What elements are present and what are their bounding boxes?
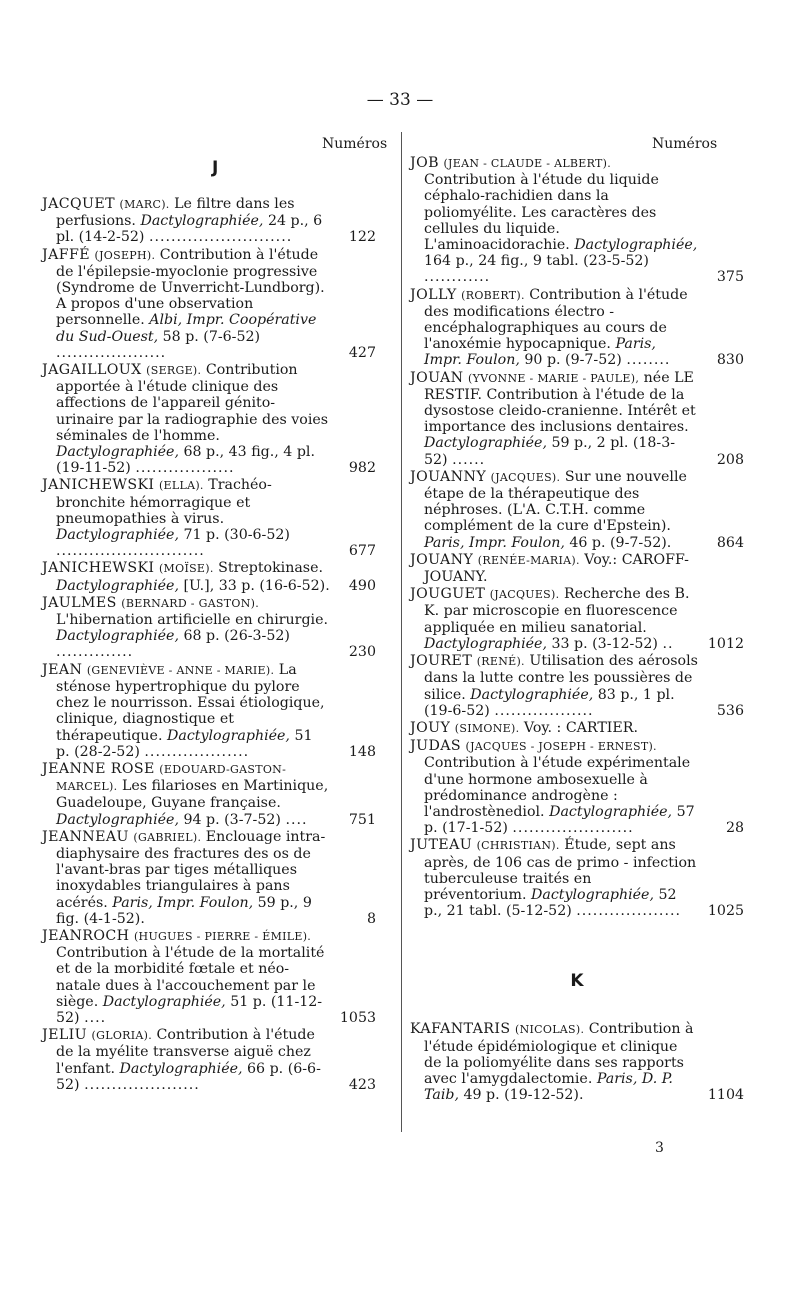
- entry-title: Recherche des B. K. par microscopie en fluorescence appliquée en milieu sanatorial.: [424, 586, 690, 636]
- entry-title: Streptokinase.: [218, 560, 323, 577]
- entry-number: 427: [348, 344, 376, 361]
- entry-details: [U.], 33 p. (16-6-52).: [183, 577, 330, 594]
- entry-author-given: (JACQUES).: [490, 470, 561, 484]
- page-number: — 33 —: [366, 90, 434, 110]
- entry-details: 71 p. (30-6-52): [183, 527, 290, 544]
- index-entry: [410, 370, 744, 468]
- entry-author-given: (RENÉE-MARIA).: [477, 553, 580, 567]
- entry-publisher: Dactylographiée,: [574, 237, 698, 254]
- entry-author-surname: JAULMES: [42, 594, 117, 611]
- entry-details: 59 p., 2 pl. (18-3-52): [424, 435, 676, 468]
- index-entry: [42, 1027, 376, 1093]
- entry-number: 423: [348, 1076, 376, 1093]
- entry-details: 58 p. (7-6-52): [162, 328, 261, 345]
- entry-title: Contribution apportée à l'étude clinique des affections de l'appareil génito-urinaire par la radiographie des voies séminales de l'homme.: [56, 362, 329, 444]
- index-entry: [42, 477, 376, 559]
- entry-author-given: (BERNARD - GASTON).: [121, 596, 260, 610]
- entry-number: 230: [348, 644, 376, 661]
- signature-number: 3: [655, 1140, 664, 1156]
- entry-publisher: Paris, Impr. Foulon,: [112, 894, 254, 911]
- entry-number: 1025: [707, 903, 744, 920]
- entry-title: Voy.: CAROFF-JOUANY.: [424, 551, 689, 586]
- entry-publisher: Dactylographiée,: [56, 811, 179, 828]
- entry-author-given: (ELLA).: [158, 479, 204, 493]
- index-entry: [410, 469, 744, 551]
- entry-publisher: Dactylographiée,: [549, 803, 673, 820]
- entry-publisher: Dactylographiée,: [56, 444, 179, 461]
- entry-leader: ........: [626, 352, 671, 369]
- entry-title: Trachéo-bronchite hémorragique et pneumopathies à virus.: [56, 477, 272, 527]
- entry-publisher: Dactylographiée,: [56, 577, 179, 594]
- entry-details: 83 p., 1 pl. (19-6-52): [424, 686, 675, 719]
- entry-number: 208: [716, 451, 744, 468]
- entry-number: 830: [716, 352, 744, 369]
- entry-publisher: Albi, Impr. Coopérative du Sud-Ouest,: [56, 312, 317, 345]
- entry-publisher: Dactylographiée,: [531, 886, 654, 903]
- entry-details: 90 p. (9-7-52): [524, 352, 622, 369]
- entry-details: 33 p. (3-12-52): [551, 635, 658, 652]
- entry-author-surname: JUDAS: [410, 738, 461, 755]
- entry-leader: ....: [84, 1009, 107, 1026]
- entry-publisher: Dactylographiée,: [140, 213, 264, 230]
- entry-author-given: (JACQUES).: [489, 588, 560, 602]
- entry-details: 68 p., 43 fig., 4 pl. (19-11-52): [56, 444, 315, 477]
- entry-list-left: [42, 196, 376, 1093]
- column-header-left: Numéros: [322, 136, 388, 152]
- entry-list-right: [410, 155, 744, 919]
- entry-author-given: (JACQUES - JOSEPH - ERNEST).: [465, 740, 657, 754]
- entry-number: 536: [716, 702, 744, 719]
- entry-title: Voy. : CARTIER.: [523, 719, 638, 736]
- entry-number: 1053: [339, 1009, 376, 1026]
- entry-author-surname: JOUAN: [410, 369, 464, 386]
- entry-leader: ..................: [494, 702, 594, 719]
- entry-publisher: Paris, Impr. Foulon,: [424, 336, 656, 369]
- entry-number: 375: [716, 269, 744, 286]
- entry-author-surname: JEANNE ROSE: [42, 760, 155, 777]
- entry-leader: ...................: [576, 903, 681, 920]
- entry-number: 1104: [707, 1087, 744, 1104]
- left-column: [42, 150, 376, 1094]
- index-entry: [410, 552, 744, 585]
- entry-leader: ....: [285, 811, 308, 828]
- entry-author-surname: JUTEAU: [410, 837, 473, 854]
- entry-number: 982: [348, 460, 376, 477]
- entry-publisher: Dactylographiée,: [56, 628, 179, 645]
- entry-publisher: Dactylographiée,: [166, 727, 290, 744]
- entry-number: 1012: [707, 635, 744, 652]
- entry-details: 24 p., 6 pl. (14-2-52): [56, 213, 323, 246]
- entry-number: 677: [348, 543, 376, 560]
- entry-author-given: (JEAN - CLAUDE - ALBERT).: [443, 157, 612, 170]
- entry-author-surname: JOUY: [410, 719, 451, 736]
- entry-author-given: (ROBERT).: [461, 288, 525, 302]
- index-entry: [42, 560, 376, 593]
- entry-leader: .....................: [84, 1076, 200, 1093]
- entry-details: 52 p., 21 tabl. (5-12-52): [424, 886, 677, 920]
- right-column: [410, 155, 744, 1104]
- column-header-right: Numéros: [652, 136, 718, 152]
- entry-author-surname: JAGAILLOUX: [42, 362, 142, 379]
- entry-title: La sténose hypertrophique du pylore chez le nourrisson. Essai étiologique, clinique, diagnostique et thérapeutique.: [56, 661, 325, 744]
- entry-details: 57 p. (17-1-52): [424, 803, 695, 837]
- entry-title: Les filarioses en Martinique, Guadeloupe, Guyane française.: [56, 778, 329, 812]
- entry-leader: ..................: [135, 460, 235, 477]
- entry-author-given: (GLORIA).: [91, 1029, 153, 1043]
- index-entry: [410, 586, 744, 652]
- index-entry: [42, 247, 376, 361]
- entry-author-surname: JOLLY: [410, 286, 457, 303]
- entry-author-given: (YVONNE - MARIE - PAULE),: [468, 371, 640, 385]
- entry-title: Utilisation des aérosols dans la lutte contre les poussières de silice.: [424, 653, 698, 703]
- entry-author-given: (CHRISTIAN).: [476, 839, 560, 853]
- index-entry: [42, 196, 376, 246]
- entry-leader: ......: [452, 451, 486, 468]
- entry-author-given: (MOÏSE).: [158, 562, 214, 576]
- entry-author-surname: JEAN: [42, 661, 83, 678]
- index-entry: [410, 653, 744, 719]
- index-entry: [410, 738, 744, 836]
- index-entry: [42, 595, 376, 661]
- entry-author-given: (GABRIEL).: [133, 830, 202, 844]
- entry-details: 46 p. (9-7-52).: [569, 534, 672, 551]
- entry-publisher: Dactylographiée,: [470, 686, 594, 703]
- entry-author-given: (MARC).: [119, 198, 170, 211]
- entry-title: née LE RESTIF. Contribution à l'étude de la dysostose cleido-cranienne. Intérêt et importance des inclusions dentaires.: [424, 369, 696, 436]
- entry-title: Contribution à l'étude de la myélite transverse aiguë chez l'enfant.: [56, 1027, 315, 1077]
- index-entry: [410, 287, 744, 369]
- index-entry: [410, 837, 744, 919]
- entry-number: 490: [348, 577, 376, 594]
- entry-number: 148: [348, 743, 376, 760]
- entry-leader: ..: [662, 635, 674, 652]
- entry-publisher: Dactylographiée,: [424, 435, 547, 452]
- entry-number: 122: [348, 229, 376, 246]
- entry-publisher: Dactylographiée,: [119, 1060, 243, 1077]
- entry-leader: ...................: [144, 743, 250, 760]
- entry-author-surname: JAFFÉ: [42, 246, 90, 263]
- entry-author-surname: JANICHEWSKI: [42, 560, 155, 577]
- entry-details: 51 p. (11-12-52): [56, 993, 323, 1026]
- entry-publisher: Dactylographiée,: [102, 993, 226, 1010]
- entry-author-surname: JOUGUET: [410, 586, 486, 603]
- entry-leader: ...........................: [56, 543, 205, 560]
- entry-author-surname: JOURET: [410, 653, 473, 670]
- entry-publisher: Paris, D. P. Taib,: [424, 1070, 673, 1104]
- entry-title: Contribution à l'étude du liquide céphalo-rachidien dans la poliomyélite. Les caractères des cellules du liquide. L'aminoacidorachie.: [424, 172, 659, 254]
- entry-title: Contribution à l'étude des modifications électro - encéphalographiques au cours de l'anoxémie hypocapnique.: [424, 286, 688, 353]
- index-entry: [42, 362, 376, 476]
- entry-details: 59 p., 9 fig. (4-1-52).: [56, 894, 312, 927]
- index-entry: [410, 1021, 744, 1103]
- entry-author-given: (HUGUES - PIERRE - ÉMILE).: [133, 929, 312, 943]
- entry-number: 751: [348, 811, 376, 828]
- section-letter-j: J: [212, 158, 219, 178]
- entry-author-surname: JEANNEAU: [42, 828, 129, 845]
- entry-title: L'hibernation artificielle en chirurgie.: [56, 612, 328, 629]
- entry-number: 864: [716, 534, 744, 551]
- entry-title: Contribution à l'étude de la mortalité et de la morbidité fœtale et néo-natale dues à l'accouchement par le siège.: [56, 945, 325, 1010]
- entry-author-given: (SIMONE).: [454, 721, 520, 735]
- entry-title: Contribution à l'étude de l'épilepsie-myoclonie progressive (Syndrome de Unverricht-Lundborg). A propos d'une observation personnelle.: [56, 246, 325, 329]
- entry-details: 68 p. (26-3-52): [183, 628, 290, 645]
- entry-leader: ............: [424, 269, 491, 286]
- entry-number: 28: [725, 820, 744, 837]
- entry-author-given: (RENÉ).: [476, 655, 525, 669]
- index-entry: [42, 928, 376, 1026]
- entry-author-given: (JOSEPH).: [94, 248, 156, 262]
- entry-details: 49 p. (19-12-52).: [463, 1087, 584, 1104]
- entry-author-surname: JEANROCH: [42, 927, 130, 944]
- entry-author-surname: JOUANY: [410, 551, 474, 568]
- entry-leader: ......................: [512, 820, 634, 837]
- entry-author-given: (EDOUARD-GASTON-MARCEL).: [56, 762, 287, 794]
- entry-list-k: [410, 1021, 744, 1103]
- entry-publisher: Dactylographiée,: [56, 527, 179, 544]
- section-letter-k: K: [570, 971, 584, 992]
- entry-author-surname: JACQUET: [42, 196, 115, 212]
- entry-author-given: (GENEVIÈVE - ANNE - MARIE).: [86, 663, 275, 677]
- index-entry: [410, 720, 744, 737]
- index-entry: [42, 761, 376, 828]
- entry-details: 51 p. (28-2-52): [56, 727, 313, 760]
- entry-leader: ....................: [56, 344, 167, 361]
- entry-title: Contribution à l'étude expérimentale d'une hormone ambosexuelle à prédominance androgène : l'androstènediol.: [424, 755, 691, 820]
- entry-publisher: Dactylographiée,: [424, 635, 547, 652]
- entry-number: 8: [366, 910, 376, 927]
- entry-author-surname: JANICHEWSKI: [42, 477, 155, 494]
- entry-author-given: (NICOLAS).: [515, 1023, 585, 1037]
- entry-author-given: (SERGE).: [146, 364, 202, 378]
- index-entry: [410, 155, 744, 286]
- entry-leader: ..........................: [148, 229, 293, 246]
- entry-author-surname: JOUANNY: [410, 468, 487, 485]
- entry-author-surname: KAFANTARIS: [410, 1021, 511, 1038]
- entry-title: Contribution à l'étude épidémiologique et clinique de la poliomyélite dans ses rapports avec l'amygdalectomie.: [424, 1021, 694, 1087]
- entry-details: 66 p. (6-6-52): [56, 1060, 321, 1093]
- entry-details: 164 p., 24 fig., 9 tabl. (23-5-52): [424, 253, 649, 270]
- entry-title: Le filtre dans les perfusions.: [56, 196, 295, 230]
- entry-title: Enclouage intra-diaphysaire des fractures des os de l'avant-bras par tiges métalliques inoxydables triangulaires à pans acérés.: [56, 828, 326, 911]
- entry-author-surname: JOB: [410, 155, 439, 171]
- entry-leader: ..............: [56, 644, 134, 661]
- entry-author-surname: JELIU: [42, 1027, 88, 1044]
- entry-details: 94 p. (3-7-52): [183, 811, 281, 828]
- entry-publisher: Paris, Impr. Foulon,: [424, 534, 565, 551]
- entry-title: Sur une nouvelle étape de la thérapeutique des néphroses. (L'A. C.T.H. comme complément de la cure d'Epstein).: [424, 468, 687, 535]
- column-divider: [401, 132, 402, 1132]
- entry-title: Étude, sept ans après, de 106 cas de primo - infection tuberculeuse traités en préventorium.: [424, 837, 697, 903]
- index-entry: [42, 829, 376, 927]
- index-entry: [42, 662, 376, 760]
